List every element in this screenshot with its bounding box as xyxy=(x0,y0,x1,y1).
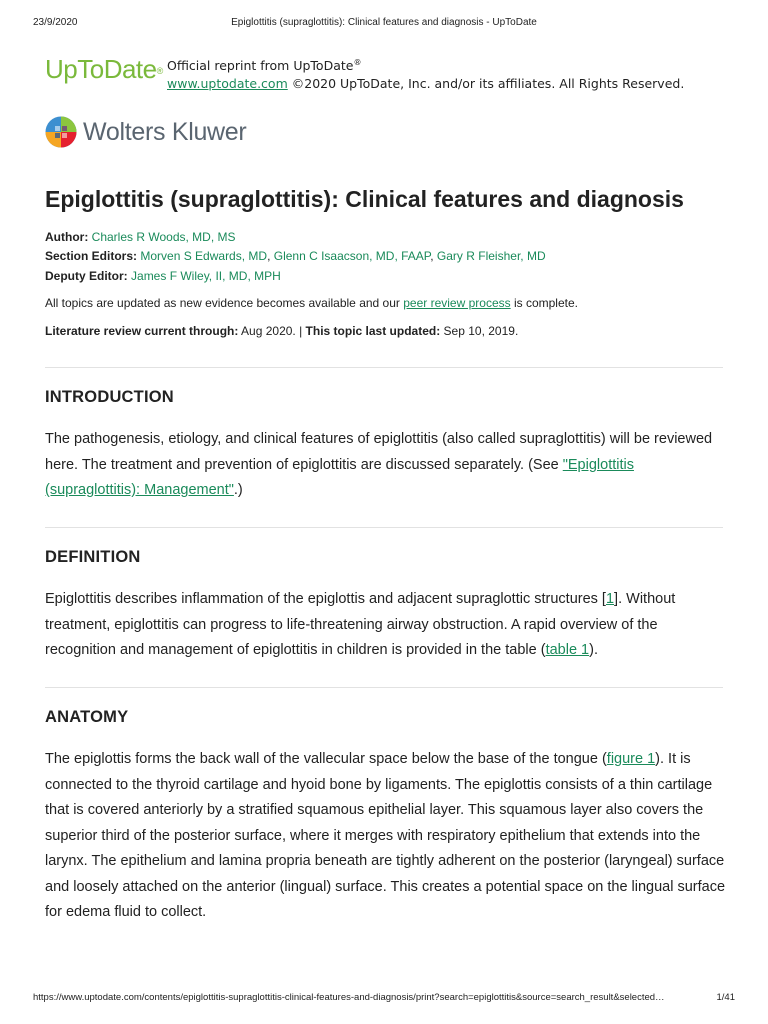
definition-heading: DEFINITION xyxy=(45,548,141,566)
section-editors-label: Section Editors: xyxy=(45,249,138,263)
management-topic-link[interactable]: "Epiglottitis (supraglottitis): Management" xyxy=(45,456,634,498)
print-url: https://www.uptodate.com/contents/epiglottitis-supraglottitis-clinical-features-and-diagnosis/print?search=epiglottitis&source=search_result&selected… xyxy=(33,992,665,1003)
author-row xyxy=(45,228,235,247)
section-editor-link[interactable]: Glenn C Isaacson, MD, FAAP xyxy=(273,249,431,263)
uptodate-logo: UpToDate® xyxy=(45,54,163,84)
print-date: 23/9/2020 xyxy=(33,17,78,28)
print-page-title: Epiglottitis (supraglottitis): Clinical features and diagnosis - UpToDate xyxy=(231,17,537,28)
section-divider xyxy=(45,687,723,688)
reference-link[interactable]: 1 xyxy=(605,591,615,607)
article-title: Epiglottitis (supraglottitis): Clinical features and diagnosis xyxy=(45,186,684,212)
last-updated-label: This topic last updated: xyxy=(305,324,441,338)
copyright-text: ©2020 UpToDate, Inc. and/or its affiliates. All Rights Reserved. xyxy=(287,76,685,92)
section-divider xyxy=(45,367,723,368)
deputy-editor-row xyxy=(45,267,281,286)
reprint-line: Official reprint from UpToDate xyxy=(167,58,354,74)
lit-review-value: Aug 2020. | xyxy=(238,324,306,338)
introduction-paragraph: The pathogenesis, etiology, and clinical features of epiglottitis (also called supraglottitis) will be reviewed here. The treatment and prevention of epiglottitis are discussed separately. (See "Epiglottitis (supraglottitis): Management".) xyxy=(45,431,713,498)
deputy-editor-link[interactable]: James F Wiley, II, MD, MPH xyxy=(131,269,281,283)
figure-link[interactable]: figure 1 xyxy=(606,751,656,767)
section-editors-row: Section Editors: Morven S Edwards, MD, Glenn C Isaacson, MD, FAAP, Gary R Fleisher, MD xyxy=(45,249,546,263)
table-link[interactable]: table 1 xyxy=(545,642,590,658)
uptodate-site-link[interactable]: www.uptodate.com xyxy=(167,76,288,92)
deputy-editor-label: Deputy Editor: xyxy=(45,269,128,283)
registered-mark: ® xyxy=(156,66,163,76)
anatomy-heading: ANATOMY xyxy=(45,708,129,726)
reprint-notice xyxy=(167,54,684,93)
publisher-name: Wolters Kluwer xyxy=(83,117,247,146)
update-note: All topics are updated as new evidence becomes available and our peer review process is complete. xyxy=(45,296,578,310)
author-link[interactable]: Charles R Woods, MD, MS xyxy=(91,230,236,244)
uptodate-brand xyxy=(45,54,163,84)
last-updated-value: Sep 10, 2019. xyxy=(440,324,519,338)
section-editor-link[interactable]: Gary R Fleisher, MD xyxy=(436,249,546,263)
wolters-kluwer-brand xyxy=(45,116,246,148)
reprint-registered-mark: ® xyxy=(353,58,362,67)
print-footer xyxy=(0,992,768,1006)
review-dates xyxy=(45,324,518,338)
print-header xyxy=(0,17,768,31)
page-number: 1/41 xyxy=(716,992,735,1003)
anatomy-paragraph: The epiglottis forms the back wall of the vallecular space below the base of the tongue (figure 1). It is connected to the thyroid cartilage and hyoid bone by ligaments. The epiglottis consists of a thin cartilage that is covered anteriorly by a stratified squamous epithelial layer. This squamous layer also covers the superior third of the posterior surface, where it merges with respiratory epithelium that extends into the larynx. The epithelium and lamina propria beneath are tightly adherent on the posterior (laryngeal) surface and loosely attached on the anterior (lingual) surface. This creates a potential space on the lingual surface for edema fluid to collect. xyxy=(45,751,726,920)
peer-review-link[interactable]: peer review process xyxy=(403,296,511,310)
definition-paragraph: Epiglottitis describes inflammation of the epiglottis and adjacent supraglottic structures [1]. Without treatment, epiglottitis can progress to life-threatening airway obstruction. A rapid overview of the recognition and management of epiglottitis in children is provided in the table (table 1). xyxy=(45,591,676,658)
introduction-heading: INTRODUCTION xyxy=(45,388,174,406)
author-label: Author: xyxy=(45,230,89,244)
section-editor-link[interactable]: Morven S Edwards, MD xyxy=(140,249,268,263)
wolters-kluwer-logo-icon xyxy=(45,116,77,148)
lit-review-label: Literature review current through: xyxy=(45,324,239,338)
section-divider xyxy=(45,527,723,528)
